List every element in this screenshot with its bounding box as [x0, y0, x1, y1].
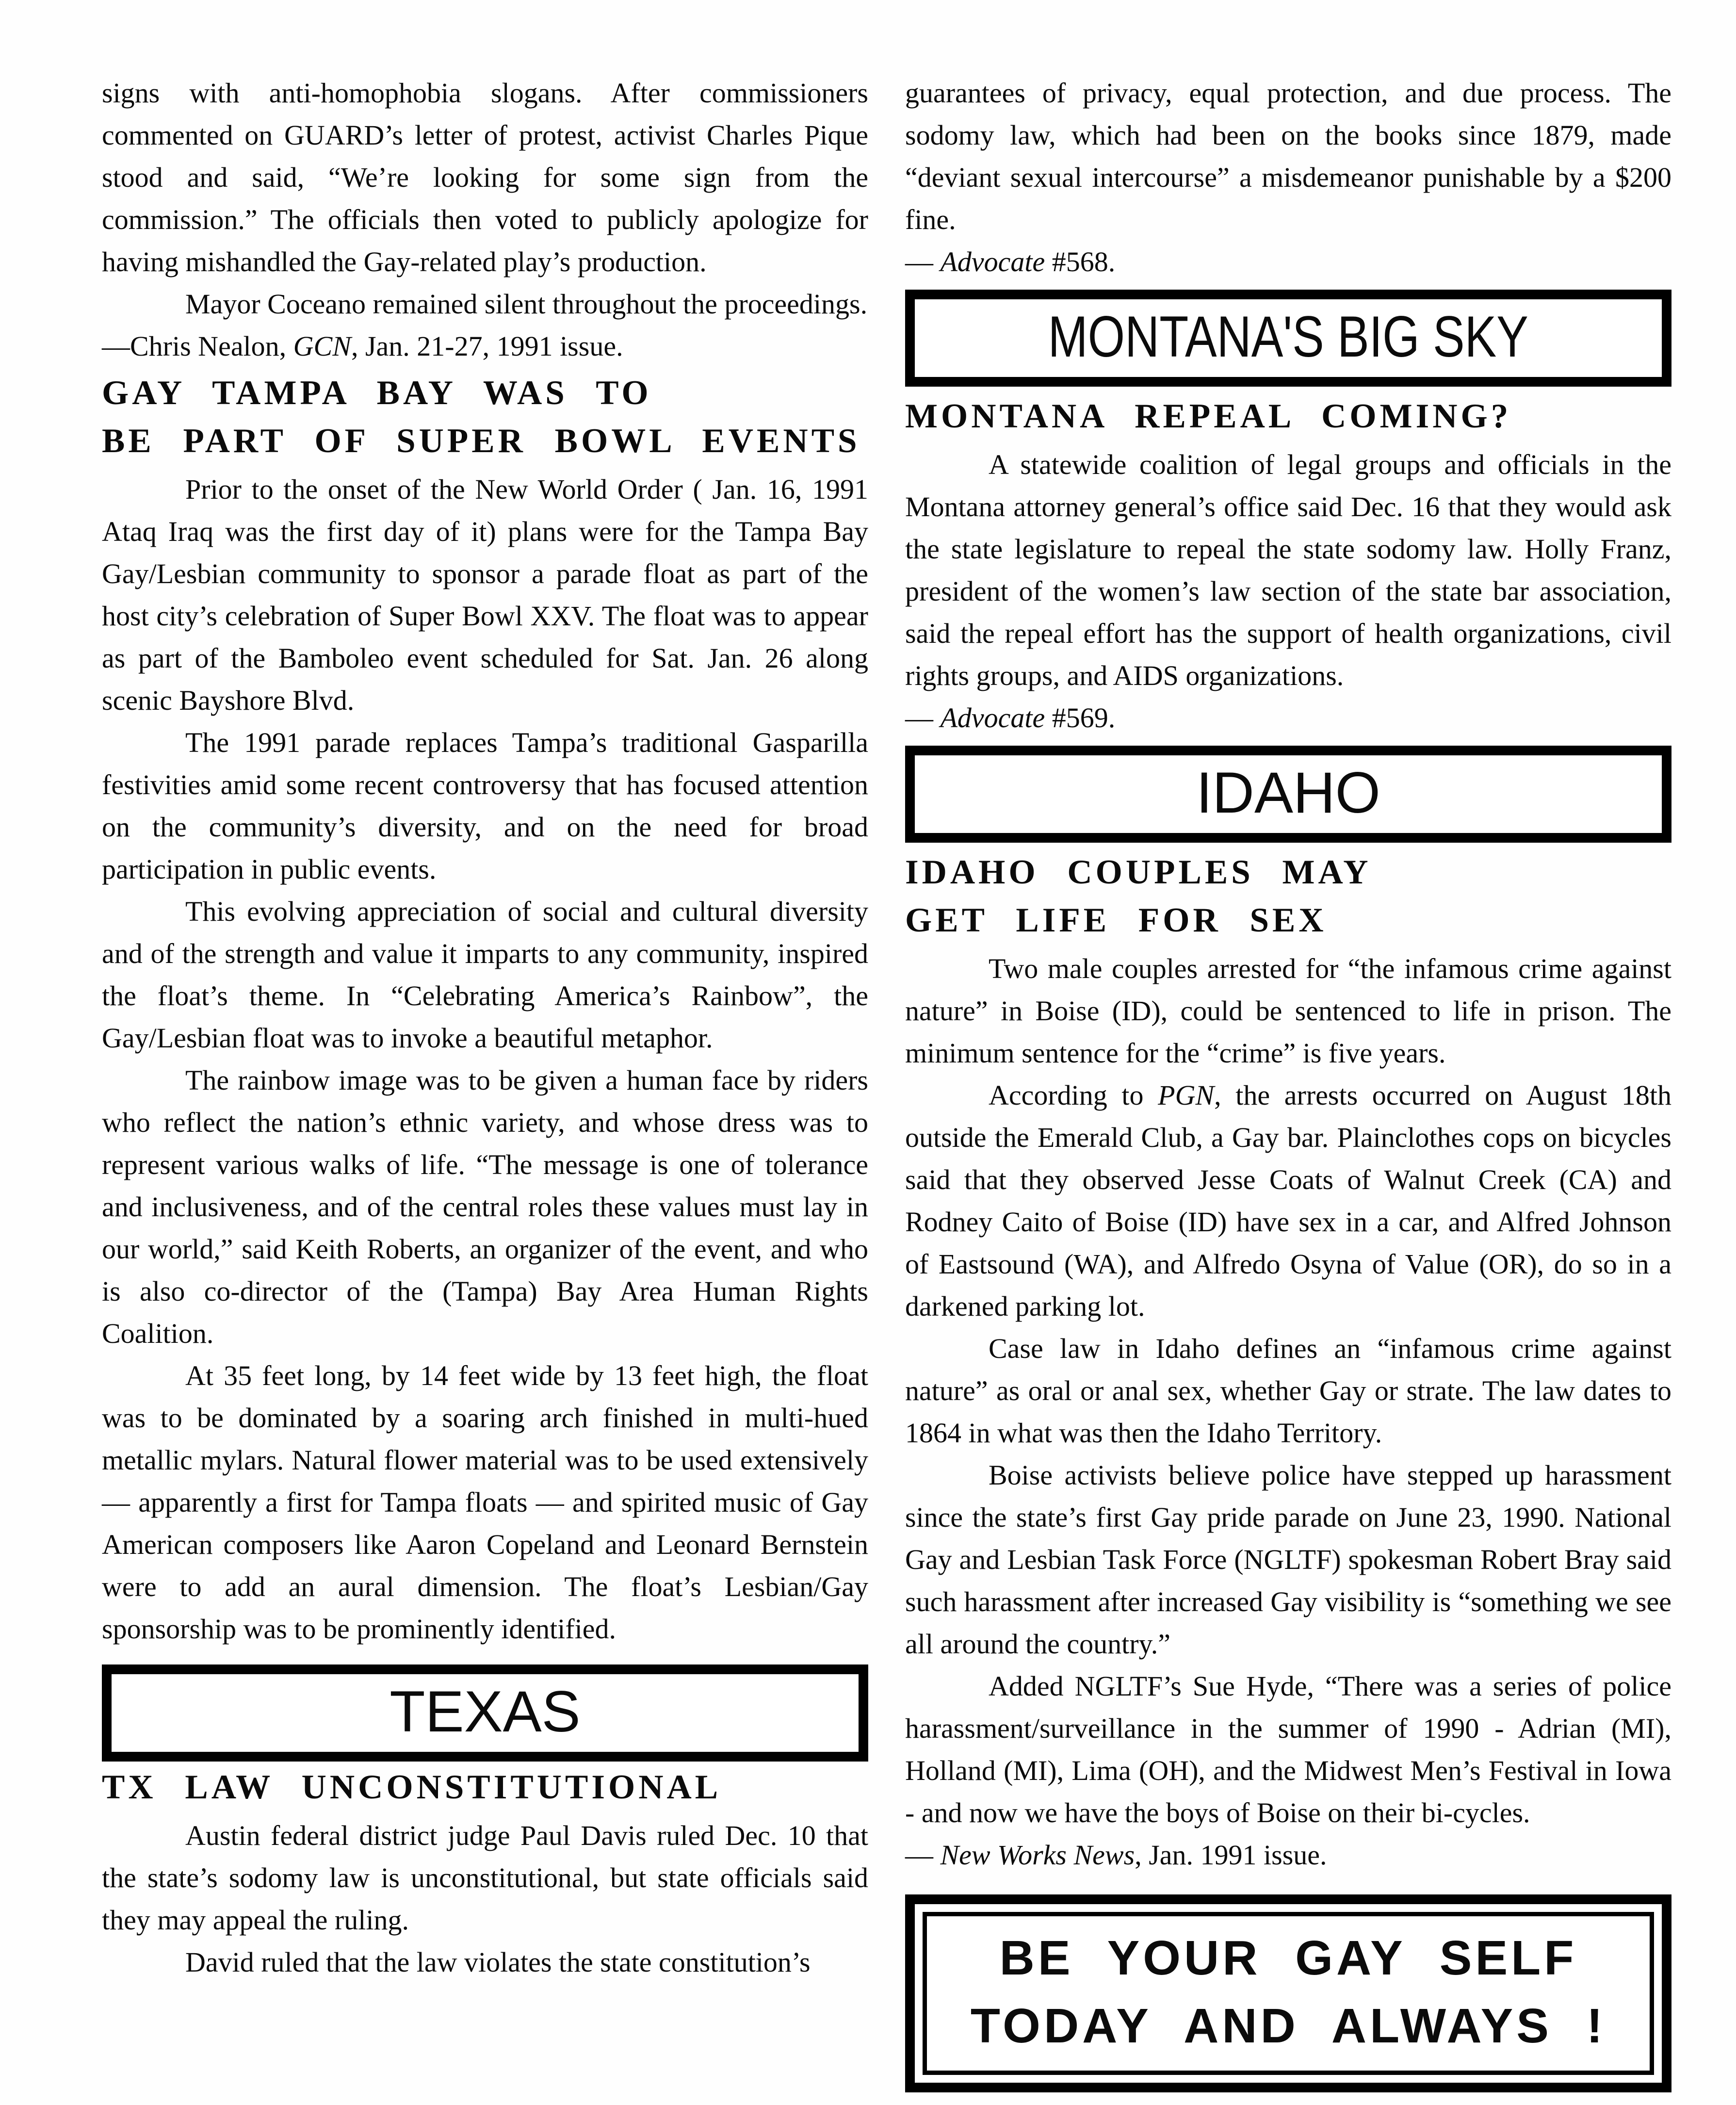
- attribution-suffix: , Jan. 21-27, 1991 issue.: [351, 330, 623, 362]
- attribution-prefix: —: [905, 702, 941, 734]
- austin-paragraph: Austin federal district judge Paul Davis ruled Dec. 10 that the state’s sodomy law is unconstitutional, but state officials said they may appeal the ruling.: [102, 1820, 868, 1936]
- slogan-line2: TODAY AND ALWAYS !: [970, 1999, 1606, 2053]
- attribution-source: New Works News: [940, 1839, 1135, 1871]
- attribution-prefix: —: [905, 1839, 941, 1871]
- parade-paragraph: The 1991 parade replaces Tampa’s traditional Gasparilla festivities amid some recent controversy that has focused attention on the community’s diversity, and on the need for broad participation in public events.: [102, 727, 868, 885]
- advocate-569-attribution: [905, 697, 1671, 739]
- tampa-headline: [102, 369, 868, 465]
- new-works-attribution: [905, 1834, 1671, 1876]
- montana-banner-label: MONTANA'S BIG SKY: [1048, 304, 1529, 369]
- privacy-paragraph: guarantees of privacy, equal protection, and due process. The sodomy law, which had been on the books since 1879, made “deviant sexual intercourse” a misdemeanor punishable by a $200 fine.: [905, 77, 1671, 235]
- boise-activists-paragraph: Boise activists believe police have stepped up harassment since the state’s first Gay pride parade on June 23, 1990. National Gay and Lesbian Task Force (NGLTF) spokesman Robert Bray said such harassment after increased Gay visibility is “something we see all around the country.”: [905, 1459, 1671, 1660]
- idaho-headline-line2: GET LIFE FOR SEX: [905, 901, 1327, 939]
- rainbow-paragraph: The rainbow image was to be given a human face by riders who reflect the nation’s ethnic variety, and whose dress was to represent various walks of life. “The message is one of tolerance and inclusiveness, and of the central roles these values must lay in our world,” said Keith Roberts, an organizer of the event, and who is also co-director of the (Tampa) Bay Area Human Rights Coalition.: [102, 1064, 868, 1349]
- diversity-paragraph: This evolving appreciation of social and cultural diversity and of the strength and value it imparts to any community, inspired the float’s theme. In “Celebrating America’s Rainbow”, the Gay/Lesbian float was to invoke a beautiful metaphor.: [102, 896, 868, 1054]
- slogan-line1: BE YOUR GAY SELF: [999, 1931, 1577, 1985]
- tx-law-headline: TX LAW UNCONSTITUTIONAL: [102, 1768, 722, 1806]
- continuation-paragraph: signs with anti-homophobia slogans. After commissioners commented on GUARD’s letter of protest, activist Charles Pique stood and said, “We’re looking for some sign from the commission.” The officials then voted to publicly apologize for having mishandled the Gay-related play’s production.: [102, 77, 868, 277]
- texas-banner: [102, 1664, 868, 1762]
- attribution-source: Advocate: [940, 702, 1045, 734]
- idaho-banner-label: IDAHO: [1196, 760, 1381, 825]
- case-law-paragraph: Case law in Idaho defines an “infamous crime against nature” as oral or anal sex, whether Gay or strate. The law dates to 1864 in what was then the Idaho Territory.: [905, 1333, 1671, 1449]
- idaho-banner: [905, 746, 1671, 843]
- pgn-source: PGN: [1158, 1079, 1215, 1111]
- advocate-568-attribution: [905, 241, 1671, 283]
- attribution-source: Advocate: [940, 246, 1045, 277]
- pgn-paragraph-prefix: According to: [989, 1079, 1158, 1111]
- idaho-headline: [905, 849, 1671, 945]
- tampa-headline-line1: GAY TAMPA BAY WAS TO: [102, 374, 652, 412]
- attribution-suffix: #568.: [1045, 246, 1116, 277]
- david-paragraph: David ruled that the law violates the state constitution’s: [185, 1946, 811, 1978]
- idaho-headline-line1: IDAHO COUPLES MAY: [905, 853, 1372, 891]
- gcn-attribution: [102, 325, 868, 367]
- idaho-couples-paragraph: Two male couples arrested for “the infamous crime against nature” in Boise (ID), could be sentenced to life in prison. The minimum sentence for the “crime” is five years.: [905, 953, 1671, 1069]
- mayor-paragraph: Mayor Coceano remained silent throughout the proceedings.: [185, 288, 868, 320]
- montana-paragraph: A statewide coalition of legal groups and officials in the Montana attorney general’s office said Dec. 16 that they would ask the state legislature to repeal the state sodomy law. Holly Franz, president of the women’s law section of the state bar association, said the repeal effort has the support of health organizations, civil rights groups, and AIDS organizations.: [905, 449, 1671, 691]
- tampa-headline-line2: BE PART OF SUPER BOWL EVENTS: [102, 422, 860, 460]
- left-column: [102, 72, 868, 2092]
- float-specs-paragraph: At 35 feet long, by 14 feet wide by 13 feet high, the float was to be dominated by a soaring arch finished in multi-hued metallic mylars. Natural flower material was to be used extensively — apparently a first for Tampa floats — and spirited music of Gay American composers like Aaron Copeland and Leonard Bernstein were to add an aural dimension. The float’s Lesbian/Gay sponsorship was to be prominently identified.: [102, 1360, 868, 1645]
- montana-repeal-headline: MONTANA REPEAL COMING?: [905, 397, 1512, 435]
- attribution-suffix: , Jan. 1991 issue.: [1135, 1839, 1327, 1871]
- right-column: [905, 72, 1671, 2092]
- pgn-paragraph-suffix: , the arrests occurred on August 18th outside the Emerald Club, a Gay bar. Plainclothes cops on bicycles said that they observed Jesse Coats of Walnut Creek (CA) and Rodney Caito of Boise (ID) have sex in a car, and Alfred Johnson of Eastsound (WA), and Alfredo Osyna of Value (OR), do so in a darkened parking lot.: [905, 1079, 1671, 1322]
- prior-paragraph: Prior to the onset of the New World Order ( Jan. 16, 1991 Ataq Iraq was the first day of it) plans were for the Tampa Bay Gay/Lesbian community to sponsor a parade float as part of the host city’s celebration of Super Bowl XXV. The float was to appear as part of the Bamboleo event scheduled for Sat. Jan. 26 along scenic Bayshore Blvd.: [102, 473, 868, 716]
- pgn-paragraph: [905, 1074, 1671, 1327]
- two-column-layout: [102, 72, 1674, 2092]
- montana-banner: [905, 290, 1671, 387]
- attribution-source: GCN: [293, 330, 351, 362]
- slogan-box-inner: [923, 1912, 1654, 2075]
- texas-banner-label: TEXAS: [389, 1679, 581, 1744]
- attribution-prefix: —: [905, 246, 941, 277]
- attribution-prefix: —Chris Nealon,: [102, 330, 293, 362]
- slogan-box: [905, 1894, 1671, 2092]
- attribution-suffix: #569.: [1045, 702, 1116, 734]
- sue-hyde-paragraph: Added NGLTF’s Sue Hyde, “There was a series of police harassment/surveillance in the summer of 1990 - Adrian (MI), Holland (MI), Lima (OH), and the Midwest Men’s Festival in Iowa - and now we have the boys of Boise on their bi-cycles.: [905, 1670, 1671, 1828]
